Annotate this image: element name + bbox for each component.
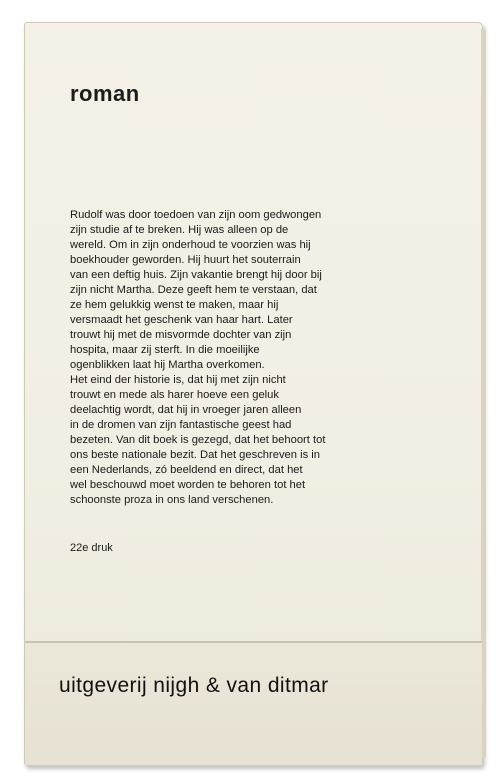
blurb-line: trouwt hij met de misvormde dochter van zijn [70,329,292,341]
blurb-line: een Nederlands, zó beeldend en direct, dat het [70,464,303,476]
blurb-line: Het eind der historie is, dat hij met zijn nicht [70,374,286,386]
blurb-line: boekhouder geworden. Hij huurt het souterrain [70,254,301,266]
blurb-line: wereld. Om in zijn onderhoud te voorzien was hij [70,239,311,251]
blurb-line: bezeten. Van dit boek is gezegd, dat het behoort tot [70,434,326,446]
blurb-line: trouwt en mede als harer hoeve een geluk [70,389,279,401]
blurb-line: schoonste proza in ons land verschenen. [70,494,274,506]
folded-lower-flap [25,643,482,765]
blurb-line: hospita, maar zij sterft. In die moeilijke [70,344,260,356]
fold-crease [25,641,482,643]
blurb-line: van een deftig huis. Zijn vakantie brengt hij door bij [70,269,322,281]
blurb-line: versmaadt het geschenk van haar hart. Later [70,314,293,326]
edition-label: 22e druk [70,542,113,554]
blurb-line: ze hem gelukkig wenst te maken, maar hij [70,299,279,311]
book-back-cover [24,22,483,766]
blurb-line: ogenblikken laat hij Martha overkomen. [70,359,265,371]
blurb-line: in de dromen van zijn fantastische geest had [70,419,292,431]
blurb-line: deelachtig wordt, dat hij in vroeger jaren alleen [70,404,302,416]
publisher-name: uitgeverij nijgh & van ditmar [59,674,329,697]
blurb-line: zijn nicht Martha. Deze geeft hem te verstaan, dat [70,284,317,296]
blurb-line: ons beste nationale bezit. Dat het geschreven is in [70,449,321,461]
blurb-line: zijn studie af te breken. Hij was alleen op de [70,224,289,236]
blurb-text [70,208,470,508]
cover-genre-label: roman [70,81,140,106]
blurb-line: Rudolf was door toedoen van zijn oom gedwongen [70,209,322,221]
blurb-line: wel beschouwd moet worden te behoren tot het [70,479,306,491]
